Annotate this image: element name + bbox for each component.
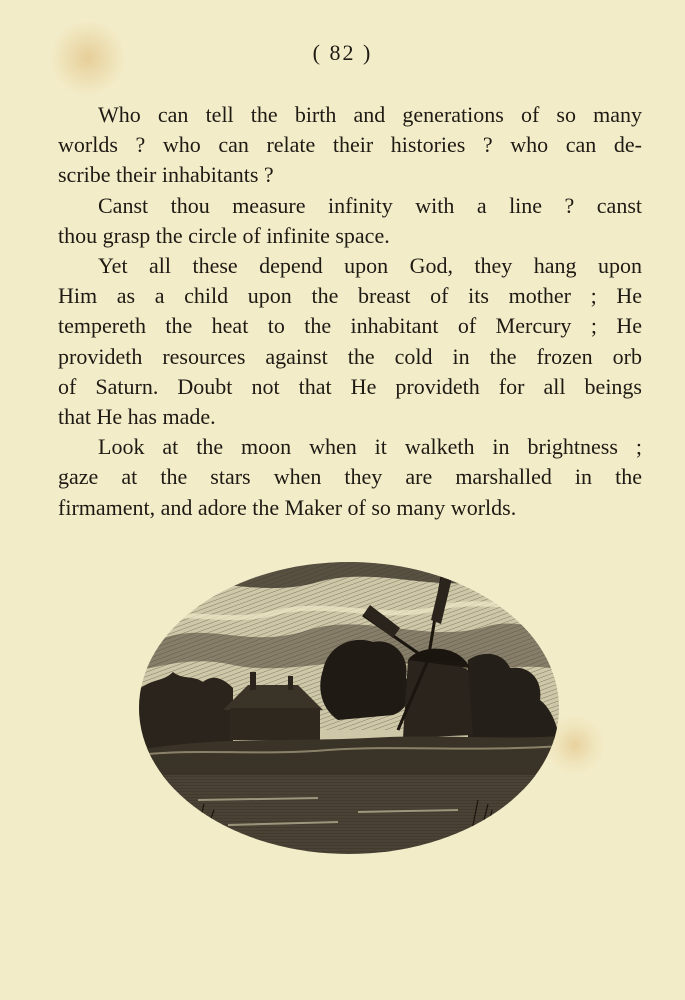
text-line: of Saturn. Doubt not that He provideth for all beings	[58, 373, 642, 399]
text-line: thou grasp the circle of infinite space.	[58, 222, 390, 248]
text-line: gaze at the stars when they are marshalled in the	[58, 464, 642, 490]
text-line: Look at the moon when it walketh in brightness ;	[98, 434, 642, 460]
text-line: scribe their inhabitants ?	[58, 162, 274, 188]
windmill-illustration	[138, 560, 560, 856]
text-line: that He has made.	[58, 404, 216, 430]
text-line: tempereth the heat to the inhabitant of Mercury ; He	[58, 313, 642, 339]
text-line: firmament, and adore the Maker of so many worlds.	[58, 494, 517, 520]
paragraph-1	[58, 100, 642, 191]
text-line: Who can tell the birth and generations of so many	[98, 102, 642, 127]
paragraph-4	[58, 432, 642, 523]
text-line: Him as a child upon the breast of its mother ; He	[58, 283, 642, 309]
text-line: Yet all these depend upon God, they hang upon	[98, 253, 642, 279]
body-text	[58, 100, 642, 523]
text-line: worlds ? who can relate their histories ? who can de-	[58, 132, 642, 158]
paragraph-3	[58, 251, 642, 432]
paragraph-2	[58, 191, 642, 251]
text-line: provideth resources against the cold in the frozen orb	[58, 343, 642, 369]
page-number: ( 82 )	[312, 40, 373, 65]
text-line: Canst thou measure infinity with a line ? canst	[98, 192, 642, 218]
